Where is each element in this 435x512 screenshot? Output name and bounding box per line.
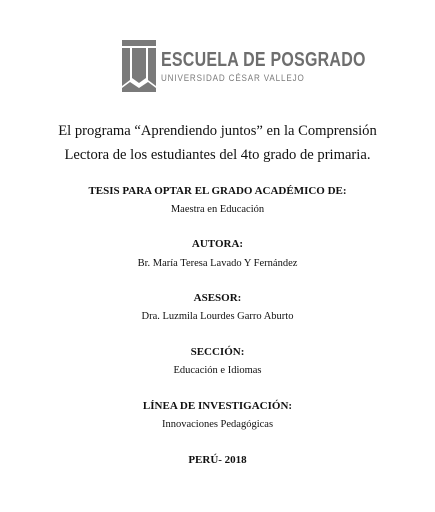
place-year: PERÚ- 2018 xyxy=(188,454,247,466)
logo-title: ESCUELA DE POSGRADO xyxy=(161,48,366,71)
author-heading: AUTORA: xyxy=(191,238,244,250)
research-line-value: Innovaciones Pedagógicas xyxy=(161,419,274,430)
research-line-heading: LÍNEA DE INVESTIGACIÓN: xyxy=(142,400,293,412)
thesis-title-line-2: Lectora de los estudiantes del 4to grado de primaria. xyxy=(64,147,371,163)
logo-subtitle: UNIVERSIDAD CÉSAR VALLEJO xyxy=(161,73,305,84)
thesis-degree-value: Maestra en Educación xyxy=(170,204,265,215)
university-logo xyxy=(122,40,366,92)
section-heading: SECCIÓN: xyxy=(190,346,245,358)
section-value: Educación e Idiomas xyxy=(173,365,262,376)
author-name: Br. María Teresa Lavado Y Fernández xyxy=(137,258,298,269)
thesis-title-line-1: El programa “Aprendiendo juntos” en la Comprensión xyxy=(58,123,377,139)
advisor-name: Dra. Luzmila Lourdes Garro Aburto xyxy=(141,311,294,322)
shield-emblem-icon xyxy=(122,40,156,92)
thesis-degree-heading: TESIS PARA OPTAR EL GRADO ACADÉMICO DE: xyxy=(88,185,347,197)
advisor-heading: ASESOR: xyxy=(193,292,242,304)
